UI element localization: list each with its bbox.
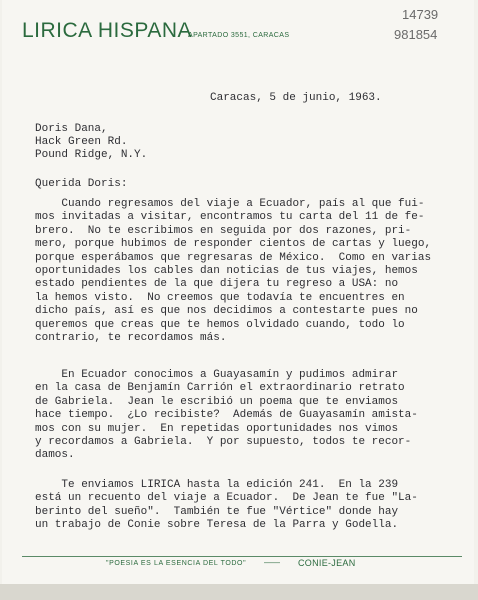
footer-names: CONIE-JEAN: [298, 558, 356, 568]
paragraph-line: y recordamos a Gabriela. Y por supuesto, todos te recor-: [35, 436, 412, 448]
recipient-line: Pound Ridge, N.Y.: [35, 149, 148, 161]
letterhead-address: APARTADO 3551, CARACAS: [188, 32, 290, 39]
paragraph-line: En Ecuador conocimos a Guayasamín y pudimos admirar: [35, 369, 399, 381]
recipient-line: Doris Dana,: [35, 123, 108, 135]
paragraph-line: damos.: [35, 449, 75, 462]
footer-motto: "POESIA ES LA ESENCIA DEL TODO": [106, 560, 247, 567]
paragraph-line: oportunidades los cables dan noticias de tus viajes, hemos: [35, 265, 418, 277]
paragraph-line: está un recuento del viaje a Ecuador. De Jean te fue "La-: [35, 492, 418, 505]
paragraph-line: porque esperábamos que regresaras de México. Como en varias: [35, 251, 432, 264]
salutation: Querida Doris:: [35, 178, 128, 190]
paragraph-line: dicho país, así es que nos decidimos a contestarte pues no: [35, 305, 418, 318]
archive-number: 14739: [402, 7, 439, 22]
letterhead-title: LIRICA HISPANA: [22, 19, 192, 42]
paragraph-line: berinto del sueño". También te fue "Vértice" donde hay: [35, 505, 399, 518]
archive-number: 981854: [394, 27, 438, 42]
paragraph-line: mos con su mujer. En repetidas oportunidades nos vimos: [35, 422, 399, 435]
paragraph-line: brero. No te escribimos en seguida por dos razones, pri-: [35, 224, 412, 237]
letter-date: Caracas, 5 de junio, 1963.: [210, 92, 382, 104]
letter-sheet: [2, 0, 474, 584]
paragraph-line: queremos que creas que te hemos olvidado cuando, todo lo: [35, 318, 405, 331]
footer-separator: ——: [264, 558, 280, 567]
paragraph-line: contrario, te recordamos más.: [35, 332, 227, 344]
paragraph-line: mero, porque hubimos de responder cientos de cartas y luego,: [35, 238, 432, 251]
paragraph-line: en la casa de Benjamín Carrión el extraordinario retrato: [35, 382, 405, 395]
paragraph-line: hace tiempo. ¿Lo recibiste? Además de Guayasamín amista-: [35, 409, 418, 422]
paragraph-line: Cuando regresamos del viaje a Ecuador, país al que fui-: [35, 198, 425, 210]
recipient-line: Hack Green Rd.: [35, 136, 128, 148]
footer-rule: [22, 556, 462, 557]
paragraph-line: Te enviamos LIRICA hasta la edición 241. En la 239: [35, 479, 399, 491]
paragraph-line: un trabajo de Conie sobre Teresa de la Parra y Godella.: [35, 519, 399, 532]
scan-edge: [0, 584, 478, 600]
paragraph-line: la hemos visto. No creemos que todavía te encuentres en: [35, 291, 405, 304]
paragraph-line: mos invitadas a visitar, encontramos tu carta del 11 de fe-: [35, 211, 425, 224]
paragraph-line: estado pendientes de la que dijera tu regreso a USA: no: [35, 278, 399, 291]
paragraph-line: de Gabriela. Jean le escribió un poema que te enviamos: [35, 395, 399, 408]
